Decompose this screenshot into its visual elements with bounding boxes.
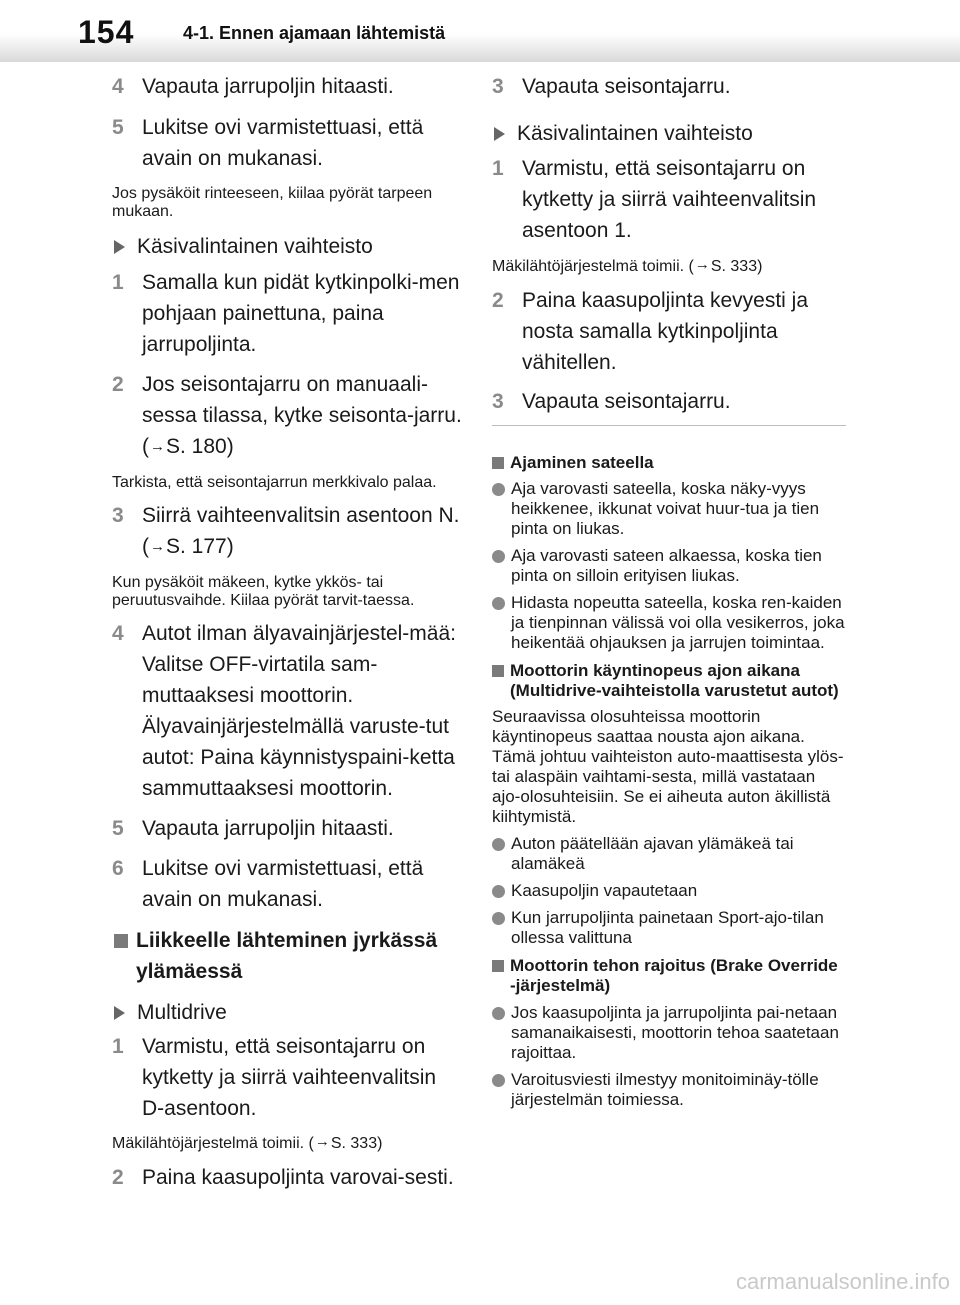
step-3-b [492,386,848,417]
subheading-label: Multidrive [137,1001,227,1024]
note-main: Mäkilähtöjärjestelmä toimii. ( [492,258,694,275]
section-heading-text: Liikkeelle lähteminen jyrkässä ylämäessä [136,929,438,983]
header-band [0,0,960,62]
square-bullet-icon [492,665,504,677]
step-number: 5 [112,116,124,139]
page-number: 154 [78,14,135,50]
step-number: 5 [112,817,124,840]
bullet-dot-icon [492,550,505,563]
info-heading-brake-override [492,956,848,996]
info-heading-text: Moottorin tehon rajoitus (Brake Override -järjestelmä) [510,956,838,995]
note-text: Jos pysäköit rinteeseen, kiilaa pyörät tarpeen mukaan. [112,185,433,220]
section-divider [492,425,846,426]
bullet-item [492,908,848,948]
step-number: 3 [492,390,504,413]
section-heading [112,925,462,987]
square-bullet-icon [114,934,128,948]
step-number: 6 [112,857,124,880]
info-heading-rpm [492,661,848,701]
bullet-text: Aja varovasti sateella, koska näky-vyys heikkenee, ikkunat voivat huur-tua ja tien pinta on liukas. [511,479,820,538]
step-text: Vapauta seisontajarru. [522,390,731,413]
bullet-text: Kaasupoljin vapautetaan [511,881,698,900]
step-text: Samalla kun pidät kytkinpolki-men pohjaan painettuna, paina jarrupoljinta. [142,271,460,356]
page-reference[interactable]: S. 177) [166,535,234,558]
info-heading-rain [492,453,848,473]
bullet-item [492,1003,848,1063]
section-title: 4-1. Ennen ajamaan lähtemistä [183,23,446,43]
subheading-multidrive [112,997,462,1028]
triangle-icon [114,240,125,254]
info-heading-text: Ajaminen sateella [510,453,654,472]
step-number: 1 [492,157,504,180]
step-number: 4 [112,75,124,98]
step-4-b [112,618,462,804]
step-text: Lukitse ovi varmistettuasi, että avain on mukanasi. [142,857,424,911]
step-text: Lukitse ovi varmistettuasi, että avain on mukanasi. [142,116,424,170]
step-text-main: Siirrä vaihteenvalitsin asentoon N. ( [142,504,460,558]
square-bullet-icon [492,457,504,469]
note-text: Tarkista, että seisontajarrun merkkivalo palaa. [112,474,437,491]
bullet-text: Varoitusviesti ilmestyy monitoiminäy-tölle järjestelmän toimiessa. [511,1070,819,1109]
note-main: Mäkilähtöjärjestelmä toimii. ( [112,1135,314,1152]
bullet-item [492,1070,848,1110]
page-reference[interactable]: S. 180) [166,435,234,458]
step-1 [112,267,462,360]
subheading-manual [492,118,848,149]
subheading-label: Käsivalintainen vaihteisto [517,122,753,145]
bullet-dot-icon [492,1074,505,1087]
left-column [112,62,462,1193]
step-text-main: Jos seisontajarru on manuaali-sessa tilassa, kytke seisonta-jarru. ( [142,373,462,458]
bullet-text: Auton päätellään ajavan ylämäkeä tai alamäkeä [511,834,794,873]
step-2 [112,369,462,464]
bullet-text: Kun jarrupoljinta painetaan Sport-ajo-tilan ollessa valittuna [511,908,824,947]
step-text: Paina kaasupoljinta kevyesti ja nosta samalla kytkinpoljinta vähitellen. [522,289,809,374]
page-reference[interactable]: S. 333) [330,1135,383,1152]
step-number: 4 [112,622,124,645]
note-text: Kun pysäköit mäkeen, kytke ykkös- tai peruutusvaihde. Kiilaa pyörät tarvit-taessa. [112,574,415,609]
bullet-text: Hidasta nopeutta sateella, koska ren-kaiden ja tienpinnan välissä voi olla vesikerros, joka heikentää ohjauksen ja jarrujen toimintaa. [511,593,845,652]
step-1 [492,153,848,246]
step-3 [112,500,462,564]
step-text: Vapauta jarrupoljin hitaasti. [142,75,394,98]
step-number: 1 [112,1035,124,1058]
bullet-dot-icon [492,597,505,610]
arrow-icon: → [314,1133,330,1150]
step-text: Autot ilman älyavainjärjestel-mää: Valitse OFF-virtatila sam-muttaaksesi moottorin. Älyavainjärjestelmällä varuste-tut autot: Paina käynnistyspaini-ketta sammuttaaksesi moottorin. [142,622,456,800]
step-number: 2 [112,1166,124,1189]
bullet-dot-icon [492,912,505,925]
step-number: 2 [112,373,124,396]
step-text: Varmistu, että seisontajarru on kytketty ja siirrä vaihteenvalitsin asentoon 1. [522,157,817,242]
bullet-dot-icon [492,483,505,496]
watermark: carmanualsonline.info [735,1269,950,1294]
step-number: 1 [112,271,124,294]
page-reference[interactable]: S. 333) [710,258,763,275]
step-text: Vapauta seisontajarru. [522,75,731,98]
bullet-dot-icon [492,838,505,851]
step-6 [112,853,462,915]
step-text: Vapauta jarrupoljin hitaasti. [142,817,394,840]
subheading-manual [112,231,462,262]
step-2-multidrive [112,1162,462,1193]
arrow-icon: → [150,538,165,555]
step-number: 2 [492,289,504,312]
triangle-icon [114,1006,125,1020]
subheading-label: Käsivalintainen vaihteisto [137,235,373,258]
step-2 [492,285,848,378]
step-text [142,500,462,564]
bullet-item [492,881,848,901]
step-4 [112,71,462,102]
note-text [492,258,848,276]
bullet-item [492,546,848,586]
info-heading-text: Moottorin käyntinopeus ajon aikana (Multidrive-vaihteistolla varustetut autot) [510,661,839,700]
step-number: 3 [492,75,504,98]
bullet-item [492,834,848,874]
bullet-text: Aja varovasti sateen alkaessa, koska tien pinta on silloin erityisen liukas. [511,546,822,585]
step-1-multidrive [112,1031,462,1124]
step-number: 3 [112,504,124,527]
step-3 [492,71,848,102]
note-text [112,1135,462,1153]
right-column [492,62,848,1110]
square-bullet-icon [492,960,504,972]
step-5 [112,112,462,174]
arrow-icon: → [694,256,710,273]
step-5-b [112,813,462,844]
step-text [142,369,462,464]
step-text: Varmistu, että seisontajarru on kytketty ja siirrä vaihteenvalitsin D-asentoon. [142,1035,437,1120]
arrow-icon: → [150,438,165,455]
info-paragraph: Seuraavissa olosuhteissa moottorin käyntinopeus saattaa nousta ajon aikana. Tämä johtuu vaihteiston auto-maattisesta ylös- tai alaspäin vaihtami-sesta, millä vastataan ajo-olosuhteisiin. Se ei aiheuta auton äkillistä kiihtymistä. [492,707,844,826]
triangle-icon [494,127,505,141]
bullet-item [492,593,848,653]
bullet-text: Jos kaasupoljinta ja jarrupoljinta pai-netaan samanaikaisesti, moottorin tehoa saatetaan rajoittaa. [511,1003,839,1062]
step-text: Paina kaasupoljinta varovai-sesti. [142,1166,454,1189]
bullet-dot-icon [492,1007,505,1020]
bullet-dot-icon [492,885,505,898]
bullet-item [492,479,848,539]
